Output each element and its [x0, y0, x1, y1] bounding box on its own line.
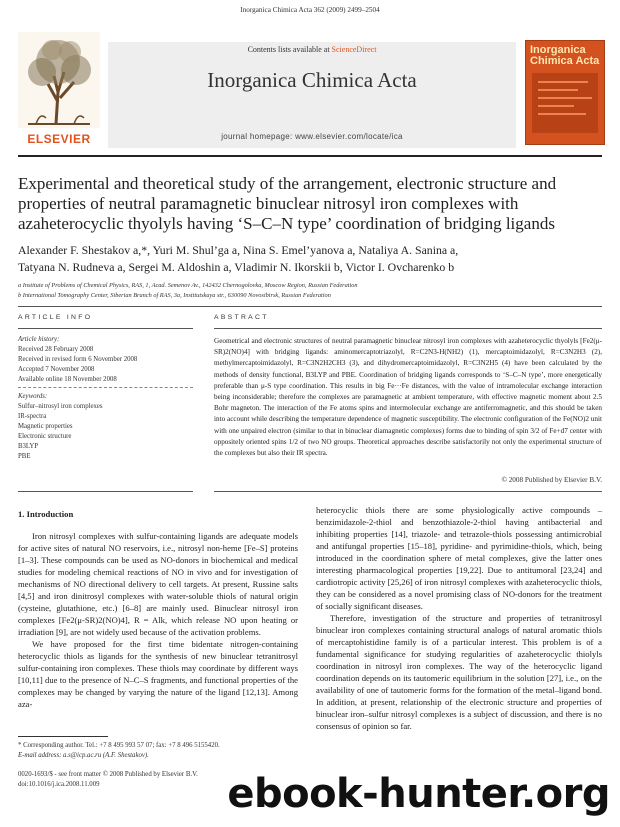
body-column-right [316, 504, 602, 732]
article-title: Experimental and theoretical study of the arrangement, electronic structure and properties of neutral paramagnetic binuclear nitrosyl iron complexes with azaheterocyclic thyolyls having ‘S–C–N type’ coordination of bridging ligands [18, 174, 557, 233]
revised-date: Received in revised form 6 November 2008 [18, 356, 138, 363]
divider [214, 491, 602, 492]
article-history [18, 335, 193, 385]
journal-cover [525, 40, 605, 145]
keyword: B3LYP [18, 443, 39, 450]
watermark: ebook-hunter.org [227, 771, 610, 817]
affiliation-b: b International Tomography Center, Siberian Branch of RAS, 3a, Institutskaya str., 630090 Novosibirsk, Russian Federation [18, 292, 331, 299]
history-label: Article history: [18, 336, 60, 343]
keyword: Electronic structure [18, 433, 72, 440]
authors-line-2: Tatyana N. Rudneva a, Sergei M. Aldoshin a, Vladimir N. Ikorskii b, Victor I. Ovcharenko b [18, 260, 455, 274]
section-heading: 1. Introduction [18, 509, 74, 519]
footnote-rule [18, 736, 108, 737]
footnote [18, 741, 298, 761]
paragraph: heterocyclic thiols there are some physiologically active compounds – benzimidazole-2-thiol and benzothiazole-2-thiol having antibacterial and inhibiting properties [14], triazole- and tetrazole-thiols possessing antimicrobial and antifungal properties [15–18], pyridine- and pyrimidine-thiols, which, being introduced in the coordination sphere of metal complexes, give the latter ones interesting pharmacological properties [19,22]. Due to antitumoral [23,24] and cardiotropic activity [25,26] of iron nitrosyl complexes with azaheterocyclic thiols, they can be considered as a novel promising class of NO-donors for the treatment of socially significant diseases. [316, 505, 602, 611]
contents-prefix: Contents lists available at [247, 45, 330, 54]
abstract-text: Geometrical and electronic structures of neutral paramagnetic binuclear nitrosyl iron complexes with azaheterocyclic thyolyls [Fe2(μ-SR)2(NO)4] with bridging ligands: aminomercaptotriazolyl, R=C2N3-H(NH2) (1), mercaptoimidazolyl, R=C3N2H3 (2), methylmercaptoimidazolyl, R=C3N2H2CH3 (3), and dihydromercaptoimidazolyl, R=C3N2H5 (4) have been calculated by the methods of density functional, B3LYP and PBE. Coordination of bridging ligands corresponds to ‘S–C–N type’, more energetically preferable than μ-S type coordination. This results in big Fe···Fe distances, with the value of intramolecular exchange interaction being inconsiderable; therefore the complexes are paramagnetic at ambient temperature, with effective magnetic moment about 2.5 Bohr magneton. The interaction of the Fe atoms spins and intermolecular exchange are antiferromagnetic, and this should be taken into account while describing the temperature dependence of magnetic susceptibility. The electronic configuration of the Fe(NO)2 unit with one unpaired electron (similar to that in binuclear diamagnetic complexes) forms due to binding of spin 3/2 of Fe+d7 center with oppositely oriented spins 1/2 of two NO groups. Theoretical approaches describe satisfactorily not only the experimental structure of the complexes but also their IR spectra. [214, 337, 602, 458]
contents-line [108, 45, 516, 54]
journal-name: Inorganica Chimica Acta [207, 68, 417, 92]
cover-panel [532, 73, 598, 133]
article-info-heading: ARTICLE INFO [18, 314, 93, 321]
paragraph: Iron nitrosyl complexes with sulfur-containing ligands are adequate models for active sites of natural NO reservoirs, i.e., nitrosyl non-heme [Fe–S] proteins [1–3]. These compounds can be used as NO-donors in biochemical and medical studies for modeling chemical reactions of NO in vivo and for investigation of mechanisms of NO directional delivery to cell targets. At present, Russine salts [4,5] and iron dinitrosyl complexes with water-soluble thiols of natural origin (cysteine, glutathione, etc.) [6–8] are mainly used. Binuclear nitrosyl iron complexes [Fe2(μ-SR)2(NO)4], R = Alk, which release NO upon heating or irradiation [9], are not widely used because of the activation problems. [18, 531, 298, 637]
body-column-left [18, 530, 298, 710]
sciencedirect-link[interactable]: ScienceDirect [331, 45, 377, 54]
issn-line: 0020-1693/$ - see front matter © 2008 Published by Elsevier B.V. [18, 771, 198, 778]
divider [18, 387, 193, 388]
doi-line[interactable]: doi:10.1016/j.ica.2008.11.009 [18, 781, 100, 788]
received-date: Received 28 February 2008 [18, 346, 94, 353]
divider [18, 491, 193, 492]
affiliations [18, 281, 602, 301]
keywords-label: Keywords: [18, 393, 48, 400]
copyright: © 2008 Published by Elsevier B.V. [501, 476, 602, 484]
running-header: Inorganica Chimica Acta 362 (2009) 2499–2504 [240, 6, 380, 14]
paragraph: We have proposed for the first time bidentate nitrogen-containing heterocyclic thiols as ligands for the synthesis of new binuclear tetranitrosyl sulfur-containing iron complexes. These thiols may coordinate by different ways [10,11] due to the presence of N–C–S fragments, and functional properties of the complexes may be changed by varying the nature of the ligand [12,13]. Among aza- [18, 639, 298, 709]
cover-title: Inorganica Chimica Acta [530, 44, 600, 67]
keyword: Magnetic properties [18, 423, 73, 430]
keywords [18, 392, 193, 462]
accepted-date: Accepted 7 November 2008 [18, 366, 95, 373]
divider [18, 328, 193, 329]
masthead-rule [18, 155, 602, 157]
elsevier-tree-logo [18, 32, 100, 142]
email-address[interactable]: E-mail address: a.s@icp.ac.ru (A.F. Shestakov). [18, 752, 149, 759]
keyword: Sulfur–nitrosyl iron complexes [18, 403, 103, 410]
affiliation-a: a Institute of Problems of Chemical Physics, RAS, 1, Acad. Semenov Av., 142432 Chernogolovka, Moscow Region, Russian Federation [18, 282, 358, 289]
authors-line-1: Alexander F. Shestakov a,*, Yuri M. Shul’ga a, Nina S. Emel’yanova a, Nataliya A. Sanina a, [18, 243, 459, 257]
paragraph: Therefore, investigation of the structure and properties of tetranitrosyl binuclear iron complexes containing structural analogs of natural aromatic thiols of mercaptohistidine family is of a particular interest. This problem is of a fundamental significance for studying regularities of azaheterocyclic thiolyls coordination in nitrosyl iron complexes. The way of the heterocyclic ligand coordination depends on its tautomeric equilibrium in the solution [27], i.e., on the availability of one of tautomeric forms for the formation of the metal–ligand bond. In addition, at present, relationship of the electronic structure and properties of binuclear iron–sulfur nitrosyl complexes is a subject of discussion, and there is no consensus of opinion so far. [316, 613, 602, 731]
divider [18, 306, 602, 307]
corresponding-author: * Corresponding author. Tel.: +7 8 495 993 57 07; fax: +7 8 496 5155420. [18, 742, 220, 749]
divider [214, 328, 602, 329]
online-date: Available online 18 November 2008 [18, 376, 117, 383]
keyword: IR-spectra [18, 413, 47, 420]
elsevier-wordmark: ELSEVIER [27, 132, 91, 146]
author-list [18, 242, 602, 276]
abstract-heading: ABSTRACT [214, 314, 269, 321]
journal-homepage[interactable]: journal homepage: www.elsevier.com/locate/ica [221, 132, 403, 141]
keyword: PBE [18, 453, 31, 460]
